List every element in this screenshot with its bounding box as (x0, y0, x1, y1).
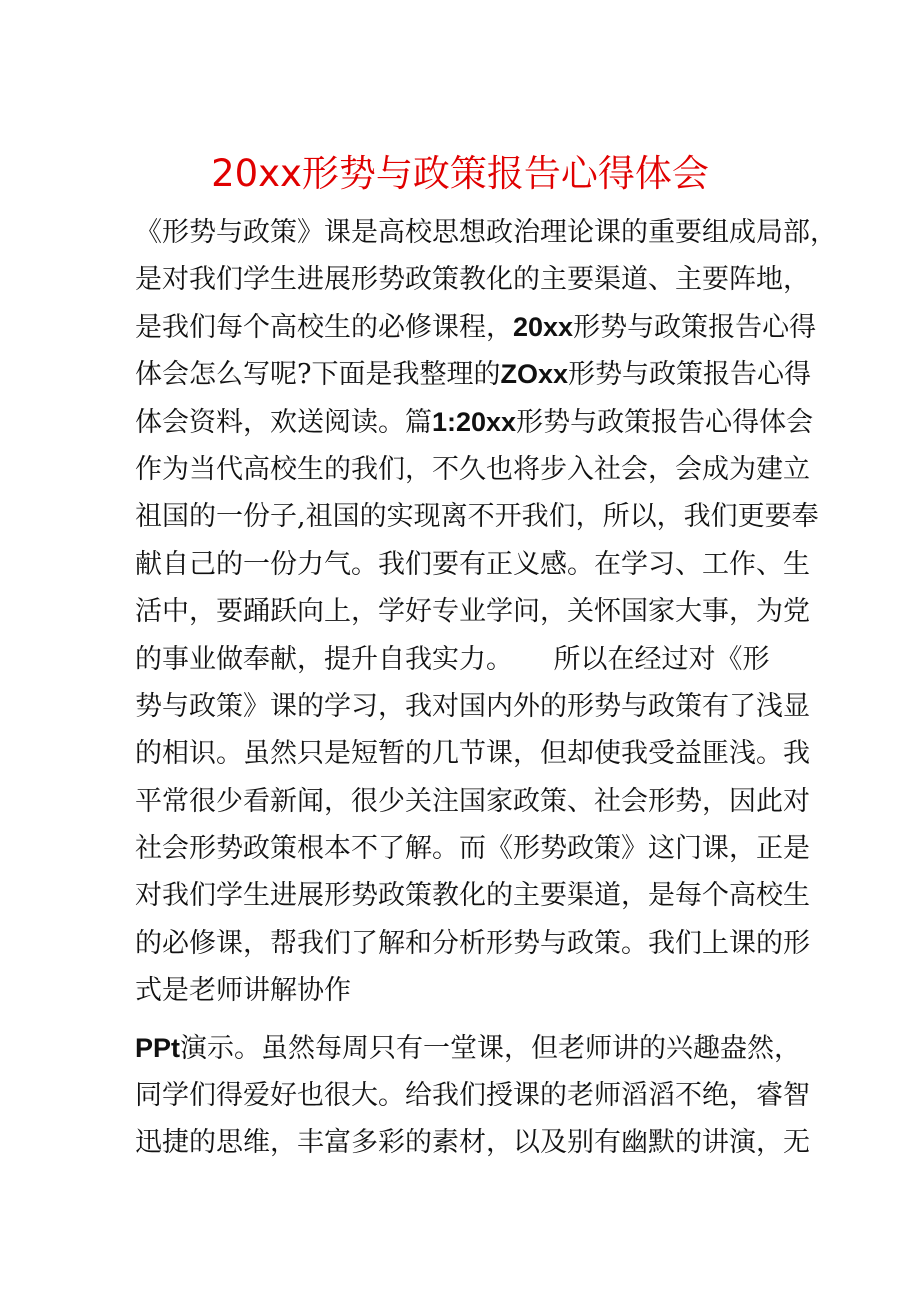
text-line: 活中，要踊跃向上，学好专业学问，关怀国家大事，为党 (135, 596, 810, 628)
text-line: PPt演示。虽然每周只有一堂课，但老师讲的兴趣盎然， (135, 1032, 802, 1064)
text-line: 社会形势政策根本不了解。而《形势政策》这门课，正是 (135, 833, 810, 865)
text-line: 的必修课，帮我们了解和分析形势与政策。我们上课的形 (135, 927, 810, 959)
text-line: 祖国的一份子,祖国的实现离不开我们，所以，我们更要奉 (135, 501, 819, 533)
text-line: 的相识。虽然只是短暂的几节课，但却使我受益匪浅。我 (135, 738, 810, 770)
document-body (135, 209, 837, 1167)
text-line: 是我们每个高校生的必修课程，20xx形势与政策报告心得 (135, 311, 817, 343)
text-line: 对我们学生进展形势政策教化的主要渠道，是每个高校生 (135, 880, 810, 912)
year-text: 20xx (513, 311, 574, 342)
text-line: 的事业做奉献，提升自我实力。 所以在经过对《形 (135, 643, 770, 675)
text-line: 迅捷的思维，丰富多彩的素材，以及别有幽默的讲演，无 (135, 1127, 810, 1159)
text-line: 势与政策》课的学习，我对国内外的形势与政策有了浅显 (135, 690, 810, 722)
text-line: 《形势与政策》课是高校思想政治理论课的重要组成局部， (135, 217, 837, 248)
text-line: 作为当代高校生的我们，不久也将步入社会，会成为建立 (135, 453, 810, 485)
text-line: 献自己的一份力气。我们要有正义感。在学习、工作、生 (135, 548, 810, 580)
text-line: 平常很少看新闻，很少关注国家政策、社会形势，因此对 (135, 785, 810, 817)
section-number: 1:20xx (432, 406, 517, 437)
text-line: 体会怎么写呢?下面是我整理的ZOxx形势与政策报告心得 (135, 359, 812, 391)
document-title: 20xx形势与政策报告心得体会 (211, 152, 709, 195)
text-line: 体会资料，欢送阅读。篇1:20xx形势与政策报告心得体会 (135, 406, 814, 438)
text-line: 是对我们学生进展形势政策教化的主要渠道、主要阵地， (135, 264, 810, 296)
text-line: 式是老师讲解协作 (135, 975, 351, 1007)
ppt-text: PPt (135, 1032, 181, 1063)
year-text: ZOxx (500, 359, 569, 390)
text-line: 同学们得爱好也很大。给我们授课的老师滔滔不绝，睿智 (135, 1080, 810, 1112)
